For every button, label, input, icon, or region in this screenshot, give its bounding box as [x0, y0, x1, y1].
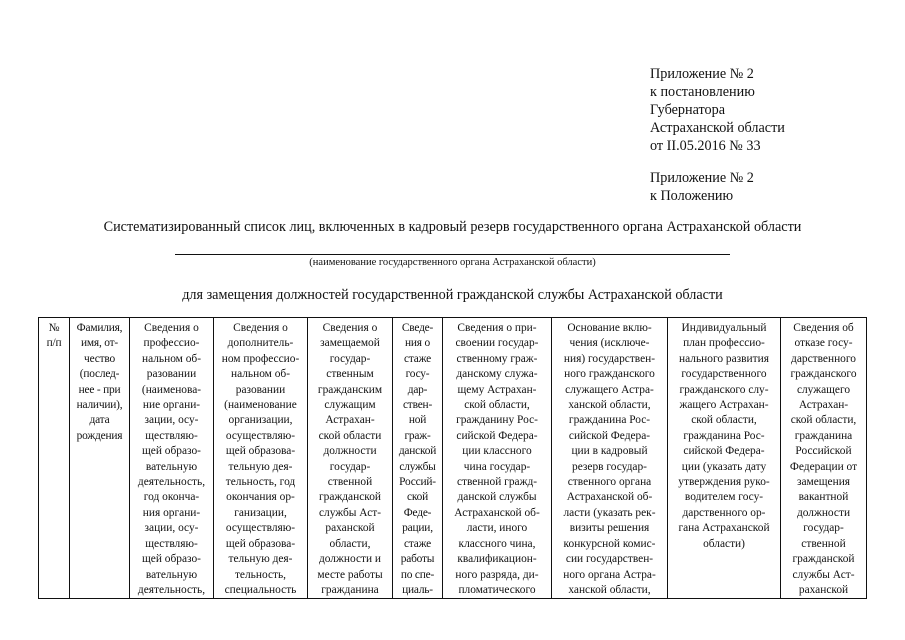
header-line: зации, осу-	[144, 522, 199, 535]
header-line: гражданской	[318, 491, 382, 504]
header-line: нее - при	[78, 383, 121, 396]
header-line: гражданским	[317, 383, 383, 396]
header-line: тельность, год	[225, 476, 296, 489]
header-line: ханской области,	[568, 583, 651, 596]
header-line: данской службы	[457, 491, 537, 504]
header-line: Сведения о	[233, 322, 288, 334]
header-line: ственной гражд-	[456, 476, 538, 489]
header-cell-class-rank	[443, 318, 552, 599]
header-line: ции классного	[462, 445, 532, 458]
header-line: имя, от-	[81, 337, 118, 350]
header-line: ской области,	[691, 414, 757, 427]
header-line: служащего	[796, 383, 851, 396]
header-line: государ-	[329, 352, 371, 365]
header-line: рождения	[76, 429, 123, 442]
header-line: области,	[329, 537, 371, 550]
header-line: ного гражданского	[564, 368, 655, 381]
header-line: чения (исключе-	[569, 337, 650, 350]
header-cell-position	[308, 318, 393, 599]
header-line: Основание вклю-	[567, 322, 652, 334]
header-line: вательную	[145, 568, 198, 581]
header-line: план профессио-	[683, 337, 765, 350]
header-line: госу-	[405, 368, 430, 381]
header-line: Российской	[795, 445, 852, 458]
appendix-main-line-3: Губернатора	[650, 102, 726, 118]
header-line: Россий-	[399, 476, 436, 489]
header-line: дарственного ор-	[682, 506, 766, 519]
header-line: работы	[400, 553, 435, 566]
header-line: нальном об-	[141, 352, 202, 365]
header-line: гражданской	[792, 553, 855, 566]
header-cell-development-plan	[668, 318, 781, 599]
header-line: гражданина Рос-	[568, 414, 651, 427]
header-cell-full-name	[70, 318, 130, 599]
header-cell-additional-education	[214, 318, 308, 599]
header-line: профессио-	[143, 337, 200, 350]
header-line: окончания ор-	[226, 491, 295, 504]
header-line: ния о	[405, 337, 430, 350]
header-line: государственного	[681, 368, 767, 381]
header-cell-service-length	[393, 318, 443, 599]
header-line: Фамилия,	[76, 322, 123, 334]
header-line: Федерации от	[789, 460, 858, 473]
header-line: службы Аст-	[318, 506, 382, 519]
header-line: сии государствен-	[565, 553, 654, 566]
header-line: ции (указать дату	[681, 460, 767, 473]
header-line: организации,	[228, 414, 293, 427]
header-line: гражданину Рос-	[456, 414, 538, 427]
header-line: ния органи-	[142, 506, 201, 519]
header-line: граж-	[404, 429, 431, 442]
header-line: щей образова-	[225, 445, 296, 458]
header-line: классного чина,	[458, 537, 536, 550]
header-line: тельность,	[234, 568, 287, 581]
header-line: Индивидуальный	[681, 322, 767, 334]
header-line: щей образо-	[142, 553, 201, 566]
header-line: раханской	[798, 583, 849, 596]
header-line: рации,	[402, 522, 433, 535]
header-line: дар-	[407, 383, 428, 396]
header-line: Астраханской об-	[454, 506, 540, 519]
table-header-row	[39, 318, 867, 599]
purpose-line: для замещения должностей государственной гражданской службы Астраханской области	[182, 287, 723, 303]
appendix-main-line-2: к постановлению	[650, 84, 755, 100]
header-line: №	[48, 322, 60, 334]
header-line: ской области,	[790, 414, 857, 427]
header-line: Астрахан-	[325, 414, 375, 427]
header-line: вательную	[145, 460, 198, 473]
header-line: (послед-	[79, 368, 120, 381]
header-line: дата	[89, 414, 110, 427]
header-line: данской	[398, 445, 437, 458]
header-line: ной	[408, 414, 427, 427]
header-line: специальность	[224, 583, 297, 596]
header-line: утверждения руко-	[678, 476, 770, 489]
header-line: дополнитель-	[227, 337, 294, 350]
header-line: ственным	[326, 368, 374, 381]
header-line: ния) государствен-	[563, 352, 656, 365]
header-line: щей образова-	[225, 537, 296, 550]
header-line: Астрахан-	[798, 399, 849, 412]
header-line: жащего Астрахан-	[679, 399, 769, 412]
header-line: стаже	[403, 352, 431, 365]
header-line: зации, осу-	[144, 414, 199, 427]
appendix-regulation-line-1: Приложение № 2	[650, 170, 754, 186]
header-line: нального развития	[679, 352, 769, 365]
header-line: гражданского слу-	[679, 383, 769, 396]
header-line: ции в кадровый	[571, 445, 648, 458]
header-line: гражданина	[321, 583, 379, 596]
header-line: ской	[406, 491, 428, 504]
header-line: ласти (указать рек-	[563, 506, 656, 519]
header-line: гражданина Рос-	[683, 429, 765, 442]
header-line: тельную дея-	[228, 553, 293, 566]
organ-name-caption: (наименование государственного органа Астраханской области)	[309, 257, 596, 268]
header-line: ществляю-	[145, 429, 198, 442]
header-line: гражданского	[790, 368, 857, 381]
header-line: ской области,	[464, 399, 530, 412]
header-line: должности и	[318, 553, 382, 566]
header-line: отказе госу-	[794, 337, 853, 350]
header-line: ном профессио-	[221, 352, 300, 365]
header-cell-education	[130, 318, 214, 599]
header-line: разовании	[146, 368, 197, 381]
header-line: замещения	[796, 476, 851, 489]
header-line: стаже	[403, 537, 431, 550]
header-line: ственной	[801, 537, 846, 550]
header-line: чина государ-	[463, 460, 531, 473]
header-line: пломатического	[458, 583, 536, 596]
header-line: ласти, иного	[466, 522, 528, 535]
header-line: осуществляю-	[225, 429, 296, 442]
header-line: гражданина	[794, 429, 853, 442]
header-line: сийской Федера-	[683, 445, 765, 458]
header-cell-number	[39, 318, 70, 599]
header-line: Сведения об	[793, 322, 854, 334]
appendix-regulation-line-2: к Положению	[650, 188, 734, 204]
header-line: сийской Федера-	[568, 429, 651, 442]
header-line: ганизации,	[234, 506, 287, 519]
header-line: водителем госу-	[684, 491, 764, 504]
header-line: наличии),	[76, 399, 123, 412]
appendix-main-line-4: Астраханской области	[650, 120, 785, 136]
appendix-main-line-1: Приложение № 2	[650, 66, 754, 82]
header-line: замещаемой	[320, 337, 380, 350]
document-title: Систематизированный список лиц, включенных в кадровый резерв государственного органа Астраханской области	[103, 219, 802, 235]
header-line: тельную дея-	[228, 460, 293, 473]
header-line: сийской Федера-	[456, 429, 538, 442]
header-line: ственной	[327, 476, 373, 489]
header-line: квалификацион-	[457, 553, 537, 566]
header-line: щей образо-	[142, 445, 201, 458]
header-line: гана Астраханской	[678, 522, 770, 535]
organ-name-underline	[175, 254, 730, 255]
header-line: год оконча-	[143, 491, 200, 504]
header-line: визиты решения	[569, 522, 650, 535]
header-line: Сведения о	[144, 322, 199, 334]
header-line: конкурсной комис-	[563, 537, 656, 550]
header-line: должности	[323, 445, 377, 458]
header-line: раханской	[325, 522, 375, 535]
header-line: Сведе-	[401, 322, 434, 334]
header-line: осуществляю-	[225, 522, 296, 535]
appendix-main-block	[650, 65, 785, 155]
header-line: щему Астрахан-	[457, 383, 537, 396]
appendix-regulation-block	[650, 169, 754, 205]
header-line: резерв государ-	[572, 460, 647, 473]
header-cell-refusal-info	[781, 318, 867, 599]
header-line: ществляю-	[145, 537, 198, 550]
header-line: деятельность,	[137, 476, 206, 489]
header-line: служащим	[324, 399, 376, 412]
header-line: Сведения о	[322, 322, 378, 334]
header-line: п/п	[46, 337, 62, 350]
header-line: ного разряда, ди-	[455, 568, 539, 581]
header-line: Феде-	[403, 506, 432, 519]
header-line: своении государ-	[455, 337, 539, 350]
header-line: ствен-	[402, 399, 433, 412]
header-line: ханской области,	[568, 399, 651, 412]
header-line: месте работы	[317, 568, 383, 581]
appendix-main-line-5: от II.05.2016 № 33	[650, 138, 761, 154]
header-line: области)	[703, 537, 745, 550]
header-line: служащего Астра-	[565, 383, 654, 396]
header-line: государ-	[329, 460, 371, 473]
header-line: данскому служа-	[456, 368, 538, 381]
header-line: вакантной	[798, 491, 849, 504]
header-line: ственного органа	[567, 476, 652, 489]
header-line: ской области	[318, 429, 382, 442]
header-line: разовании	[235, 383, 286, 396]
header-line: чество	[84, 352, 115, 365]
header-line: дарственного	[791, 352, 856, 365]
header-cell-inclusion-basis	[552, 318, 668, 599]
header-line: государ-	[803, 522, 844, 535]
reserve-table	[38, 317, 867, 599]
header-line: циаль-	[402, 583, 433, 596]
header-line: службы Аст-	[792, 568, 855, 581]
header-line: службы	[399, 460, 436, 473]
header-line: (наименование	[224, 399, 297, 412]
header-line: (наименова-	[141, 383, 202, 396]
header-line: должности	[796, 506, 851, 519]
header-line: Астраханской об-	[566, 491, 653, 504]
header-line: ственному граж-	[456, 352, 538, 365]
header-line: ного органа Астра-	[563, 568, 656, 581]
header-line: ние органи-	[142, 399, 201, 412]
header-line: Сведения о при-	[457, 322, 537, 334]
header-line: нальном об-	[230, 368, 291, 381]
header-line: по спе-	[400, 568, 435, 581]
header-line: деятельность,	[137, 583, 206, 596]
